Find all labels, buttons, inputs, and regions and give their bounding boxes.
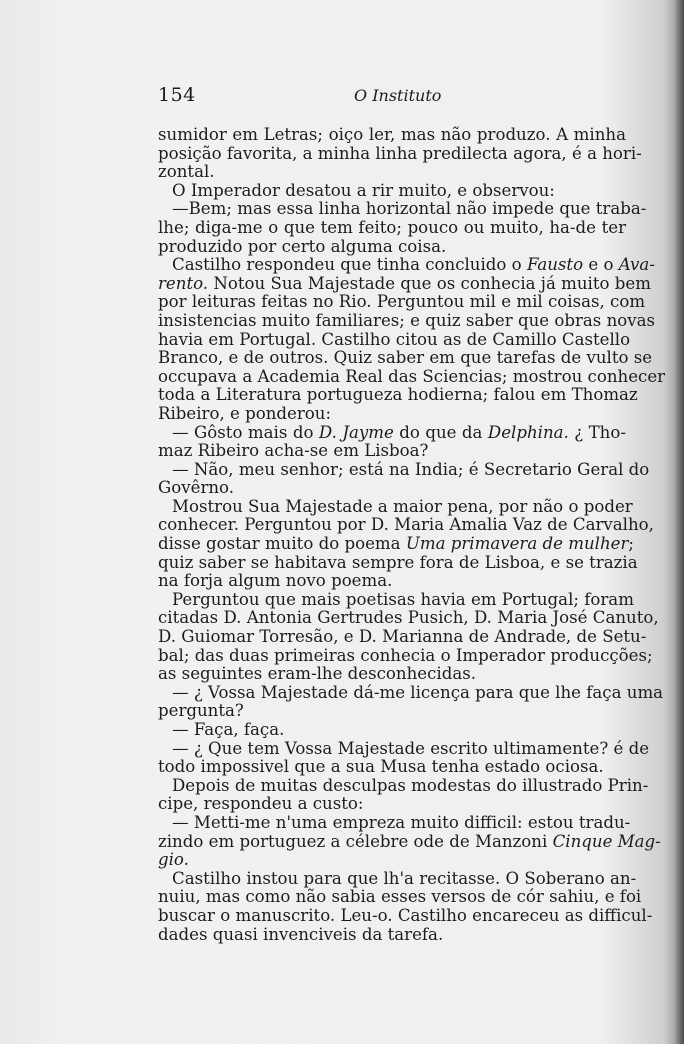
page-header <box>158 84 626 108</box>
text-line: O Imperador desatou a rir muito, e observou: <box>172 180 555 200</box>
running-title: O Instituto <box>354 86 442 105</box>
text-line: —Bem; mas essa linha horizontal não impede que traba- <box>172 199 647 219</box>
text-line: dades quasi invenciveis da tarefa. <box>158 924 444 944</box>
text-line: disse gostar muito do poema Uma primavera de mulher; <box>158 534 634 554</box>
text-line: D. Guiomar Torresão, e D. Marianna de Andrade, de Setu- <box>158 627 647 647</box>
text-line: pergunta? <box>158 701 244 721</box>
text-line: buscar o manuscrito. Leu-o. Castilho encareceu as difficul- <box>158 905 653 925</box>
text-line: sumidor em Letras; oiço ler, mas não produzo. A minha <box>158 125 626 144</box>
text-line: gio. <box>158 850 189 870</box>
text-line: Depois de muitas desculpas modestas do illustrado Prin- <box>172 775 649 795</box>
text-line: bal; das duas primeiras conhecia o Imperador producções; <box>158 645 653 665</box>
text-line: produzido por certo alguma coisa. <box>158 236 447 256</box>
text-line: zindo em portuguez a célebre ode de Manzoni Cinque Mag- <box>158 831 661 851</box>
text-line: todo impossivel que a sua Musa tenha estado ociosa. <box>158 757 604 777</box>
text-line: occupava a Academia Real das Sciencias; mostrou conhecer <box>158 366 666 386</box>
text-line: zontal. <box>158 162 215 182</box>
text-line: maz Ribeiro acha-se em Lisboa? <box>158 441 429 461</box>
page-number: 154 <box>158 84 196 106</box>
text-line: Ribeiro, e ponderou: <box>158 403 332 423</box>
text-line: — Faça, faça. <box>172 720 285 739</box>
text-line: Perguntou que mais poetisas havia em Portugal; foram <box>172 589 634 609</box>
text-line: conhecer. Perguntou por D. Maria Amalia Vaz de Carvalho, <box>158 515 654 535</box>
text-line: havia em Portugal. Castilho citou as de Camillo Castello <box>158 329 631 349</box>
text-line: Castilho respondeu que tinha concluido o Fausto e o Ava- <box>172 255 655 275</box>
text-line: — Não, meu senhor; está na India; é Secretario Geral do <box>172 459 650 479</box>
text-line: — Gôsto mais do D. Jayme do que da Delphina. ¿ Tho- <box>172 422 626 442</box>
text-line: quiz saber se habitava sempre fora de Lisboa, e se trazia <box>158 552 638 572</box>
text-line: as seguintes eram-lhe desconhecidas. <box>158 664 477 684</box>
text-line: cipe, respondeu a custo: <box>158 794 364 814</box>
text-line: toda a Literatura portugueza hodierna; falou em Thomaz <box>158 385 638 405</box>
text-line: Branco, e de outros. Quiz saber em que tarefas de vulto se <box>158 348 653 368</box>
text-line: por leituras feitas no Rio. Perguntou mil e mil coisas, com <box>158 292 646 312</box>
text-line: — ¿ Que tem Vossa Majestade escrito ultimamente? é de <box>172 738 650 758</box>
text-line: citadas D. Antonia Gertrudes Pusich, D. Maria José Canuto, <box>158 608 659 628</box>
text-line: insistencias muito familiares; e quiz saber que obras novas <box>158 310 656 330</box>
binding-shadow <box>674 0 684 1044</box>
text-line: — Metti-me n'uma empreza muito difficil: estou tradu- <box>172 812 631 832</box>
text-line: Govêrno. <box>158 478 235 498</box>
text-line: posição favorita, a minha linha predilecta agora, é a hori- <box>158 143 642 163</box>
text-line: lhe; diga-me o que tem feito; pouco ou muito, ha-de ter <box>158 217 626 237</box>
text-line: nuiu, mas como não sabia esses versos de cór sahiu, e foi <box>158 887 642 907</box>
text-line: Mostrou Sua Majestade a maior pena, por não o poder <box>172 496 633 516</box>
text-line: — ¿ Vossa Majestade dá-me licença para que lhe faça uma <box>172 682 664 702</box>
text-line: Castilho instou para que lh'a recitasse. O Soberano an- <box>172 868 637 888</box>
body-text <box>158 125 666 944</box>
text-line: na forja algum novo poema. <box>158 571 393 591</box>
text-line: rento. Notou Sua Majestade que os conhecia já muito bem <box>158 273 651 293</box>
